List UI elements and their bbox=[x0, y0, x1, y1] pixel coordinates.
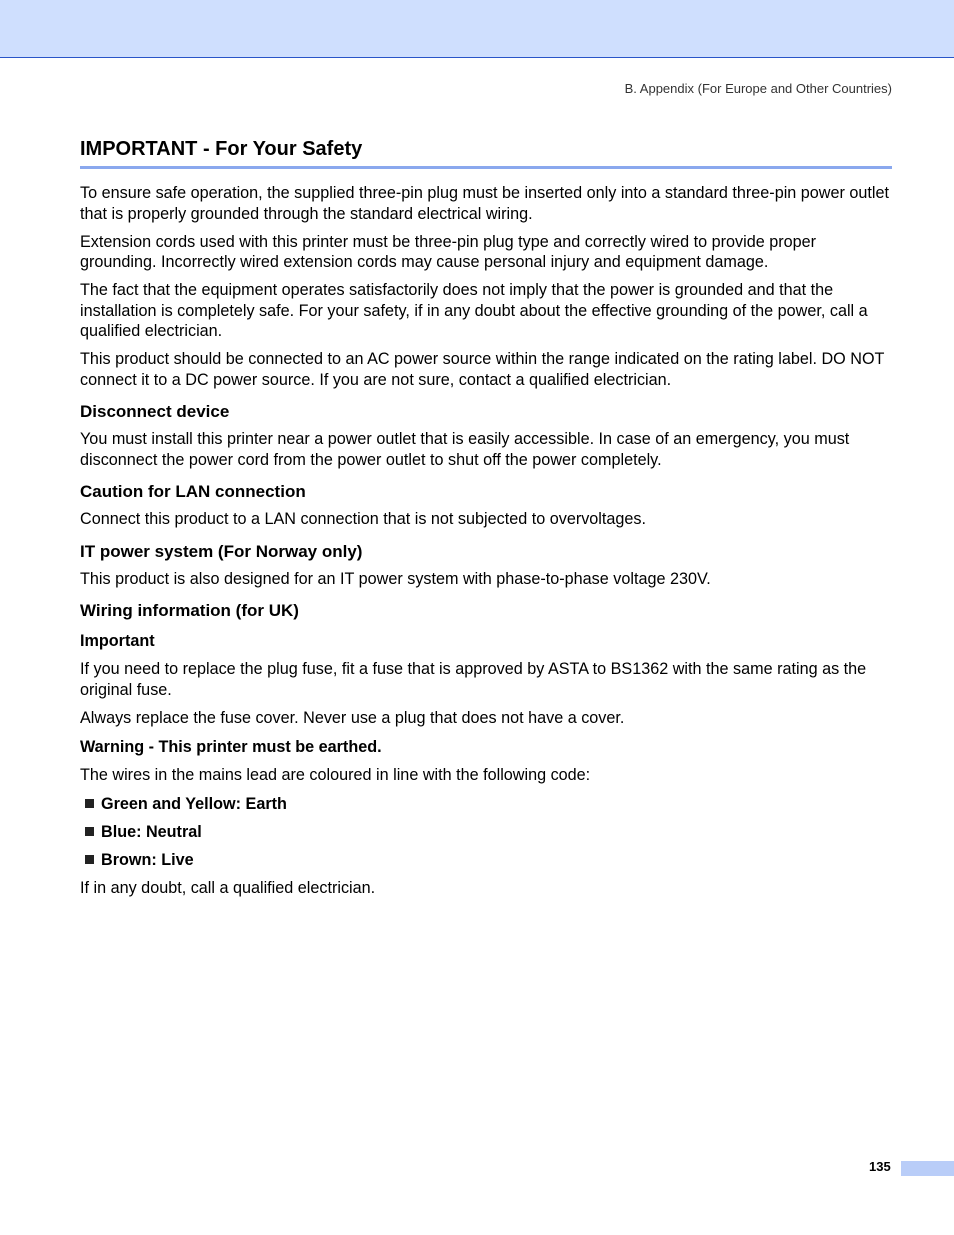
paragraph: The wires in the mains lead are coloured in line with the following code: bbox=[80, 766, 591, 784]
document-body bbox=[80, 136, 892, 898]
running-header: B. Appendix (For Europe and Other Countries) bbox=[624, 81, 892, 96]
list-item-label: Blue: Neutral bbox=[101, 822, 202, 841]
square-bullet-icon bbox=[85, 827, 94, 836]
page-number: 135 bbox=[869, 1159, 891, 1174]
paragraph: To ensure safe operation, the supplied three-pin plug must be inserted only into a standard three-pin power outlet that is properly grounded through the standard electrical wiring. bbox=[80, 184, 889, 223]
paragraph: Extension cords used with this printer must be three-pin plug type and correctly wired to provide proper grounding. Incorrectly wired extension cords may cause personal injury and equipment damage. bbox=[80, 232, 817, 271]
paragraph: This product is also designed for an IT power system with phase-to-phase voltage 230V. bbox=[80, 569, 711, 588]
paragraph: If in any doubt, call a qualified electrician. bbox=[80, 878, 376, 897]
paragraph: If you need to replace the plug fuse, fit a fuse that is approved by ASTA to BS1362 with the same rating as the original fuse. bbox=[80, 660, 867, 699]
section-heading-wiring: Wiring information (for UK) bbox=[80, 601, 299, 620]
subheading-warning: Warning - This printer must be earthed. bbox=[80, 738, 382, 756]
page-tab-marker bbox=[901, 1161, 954, 1176]
list-item bbox=[80, 794, 892, 814]
paragraph: This product should be connected to an AC power source within the range indicated on the rating label. DO NOT connect it to a DC power source. If you are not sure, contact a qualified electrician. bbox=[80, 350, 885, 389]
wire-code-list bbox=[80, 794, 892, 870]
section-heading-lan: Caution for LAN connection bbox=[80, 482, 306, 501]
paragraph: Always replace the fuse cover. Never use a plug that does not have a cover. bbox=[80, 708, 625, 727]
subheading-important: Important bbox=[80, 632, 155, 650]
paragraph: The fact that the equipment operates satisfactorily does not imply that the power is grounded and that the installation is completely safe. For your safety, if in any doubt about the effective grounding of the power, call a qualified electrician. bbox=[80, 281, 868, 340]
header-band bbox=[0, 0, 954, 58]
list-item-label: Brown: Live bbox=[101, 850, 194, 869]
list-item-label: Green and Yellow: Earth bbox=[101, 794, 287, 813]
square-bullet-icon bbox=[85, 855, 94, 864]
section-heading-disconnect: Disconnect device bbox=[80, 402, 230, 421]
section-heading-it-power: IT power system (For Norway only) bbox=[80, 541, 363, 561]
paragraph: Connect this product to a LAN connection that is not subjected to overvoltages. bbox=[80, 510, 647, 528]
page-title: IMPORTANT - For Your Safety bbox=[80, 136, 892, 169]
square-bullet-icon bbox=[85, 799, 94, 808]
list-item bbox=[80, 822, 892, 842]
paragraph: You must install this printer near a power outlet that is easily accessible. In case of an emergency, you must disconnect the power cord from the power outlet to shut off the power completely. bbox=[80, 430, 850, 469]
list-item bbox=[80, 850, 892, 870]
